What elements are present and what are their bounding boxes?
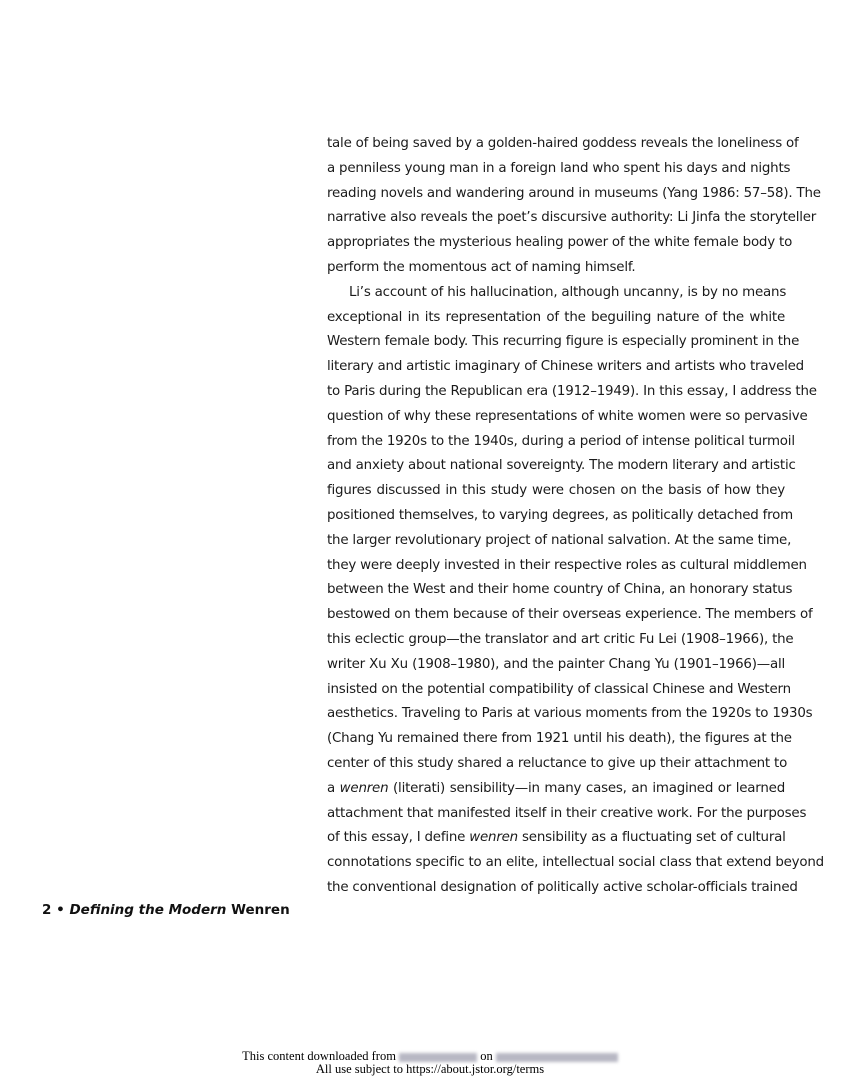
text-run: tale of being saved by a golden-haired goddess reveals the loneliness of	[327, 136, 799, 151]
text-line	[327, 355, 804, 380]
text-run: reading novels and wandering around in museums (Yang 1986: 57–58). The	[327, 185, 821, 201]
text-line	[327, 231, 793, 256]
text-run: question of why these representations of white women were so pervasive	[327, 408, 808, 424]
text-run: attachment that manifested itself in their creative work. For the purposes	[327, 805, 807, 821]
text-line	[327, 678, 791, 703]
text-run: between the West and their home country of China, an honorary status	[327, 582, 793, 598]
text-line	[327, 479, 785, 504]
text-run: writer Xu Xu (1908–1980), and the painter Chang Yu (1901–1966)—all	[327, 656, 785, 672]
download-notice-line1	[0, 1049, 860, 1063]
text-run: to Paris during the Republican era (1912–1949). In this essay, I address the	[327, 383, 817, 399]
text-line	[327, 529, 792, 554]
text-run: perform the momentous act of naming himself.	[327, 259, 636, 275]
text-run: a	[327, 780, 340, 796]
text-line	[327, 281, 785, 306]
text-line	[327, 702, 813, 727]
text-run: center of this study shared a reluctance to give up their attachment to	[327, 755, 788, 771]
text-run: connotations specific to an elite, intellectual social class that extend beyond	[327, 855, 824, 871]
text-line	[327, 405, 808, 430]
text-run: they were deeply invested in their respective roles as cultural middlemen	[327, 557, 807, 573]
redacted-date	[496, 1053, 618, 1062]
text-run: bestowed on them because of their overseas experience. The members of	[327, 607, 813, 623]
text-line	[327, 851, 824, 876]
text-line	[327, 628, 794, 653]
download-on: on	[480, 1049, 493, 1063]
italic-term: wenren	[469, 830, 518, 846]
text-line	[327, 430, 795, 455]
text-line	[327, 306, 785, 331]
page-number: 2	[42, 902, 52, 918]
text-line	[327, 826, 785, 851]
text-run: figures discussed in this study were chosen on the basis of how they	[327, 483, 785, 499]
text-run: literary and artistic imaginary of Chinese writers and artists who traveled	[327, 359, 804, 375]
text-run: a penniless young man in a foreign land who spent his days and nights	[327, 160, 791, 176]
text-run: (literati) sensibility—in many cases, an imagined or learned	[388, 780, 785, 796]
text-line	[327, 802, 807, 827]
text-run: of this essay, I define	[327, 830, 470, 846]
text-run: positioned themselves, to varying degrees, as politically detached from	[327, 507, 794, 523]
text-run: appropriates the mysterious healing power of the white female body to	[327, 235, 793, 251]
separator: •	[56, 902, 65, 918]
text-run: sensibility as a fluctuating set of cultural	[517, 830, 786, 846]
book-title-plain: Wenren	[231, 902, 290, 918]
text-run: and anxiety about national sovereignty. The modern literary and artistic	[327, 458, 796, 474]
text-run: exceptional in its representation of the beguiling nature of the white	[327, 309, 785, 325]
text-run: insisted on the potential compatibility of classical Chinese and Western	[327, 681, 791, 697]
text-line	[327, 454, 796, 479]
download-notice-line2: All use subject to https://about.jstor.org/terms	[315, 1062, 545, 1076]
text-line	[327, 206, 817, 231]
text-run: the larger revolutionary project of national salvation. At the same time,	[327, 532, 792, 548]
text-line	[327, 256, 785, 281]
text-line	[327, 182, 821, 207]
book-title-italic: Defining the Modern	[69, 902, 227, 918]
text-run: the conventional designation of politically active scholar-officials trained	[327, 879, 798, 895]
text-run: Western female body. This recurring figure is especially prominent in the	[327, 334, 800, 350]
text-run: this eclectic group—the translator and art critic Fu Lei (1908–1966), the	[327, 631, 794, 647]
body-text	[327, 132, 824, 901]
text-line	[327, 504, 794, 529]
text-line	[327, 603, 813, 628]
download-prefix: This content downloaded from	[242, 1049, 396, 1063]
text-run: aesthetics. Traveling to Paris at various moments from the 1920s to 1930s	[327, 706, 813, 722]
text-run: (Chang Yu remained there from 1921 until his death), the figures at the	[327, 731, 792, 747]
text-line	[327, 727, 792, 752]
text-line	[327, 554, 807, 579]
text-line	[327, 752, 788, 777]
text-line	[327, 380, 817, 405]
text-run: from the 1920s to the 1940s, during a period of intense political turmoil	[327, 433, 795, 449]
text-line	[327, 653, 785, 678]
running-footer	[42, 902, 290, 918]
text-run: Li’s account of his hallucination, although uncanny, is by no means	[349, 284, 787, 300]
redacted-ip	[399, 1053, 477, 1062]
text-line	[327, 777, 785, 802]
text-line	[327, 876, 798, 901]
text-run: narrative also reveals the poet’s discursive authority: Li Jinfa the storyteller	[327, 210, 817, 226]
text-line	[327, 330, 800, 355]
text-line	[327, 132, 799, 157]
italic-term: wenren	[339, 780, 389, 796]
text-line	[327, 578, 793, 603]
text-line	[327, 157, 791, 182]
